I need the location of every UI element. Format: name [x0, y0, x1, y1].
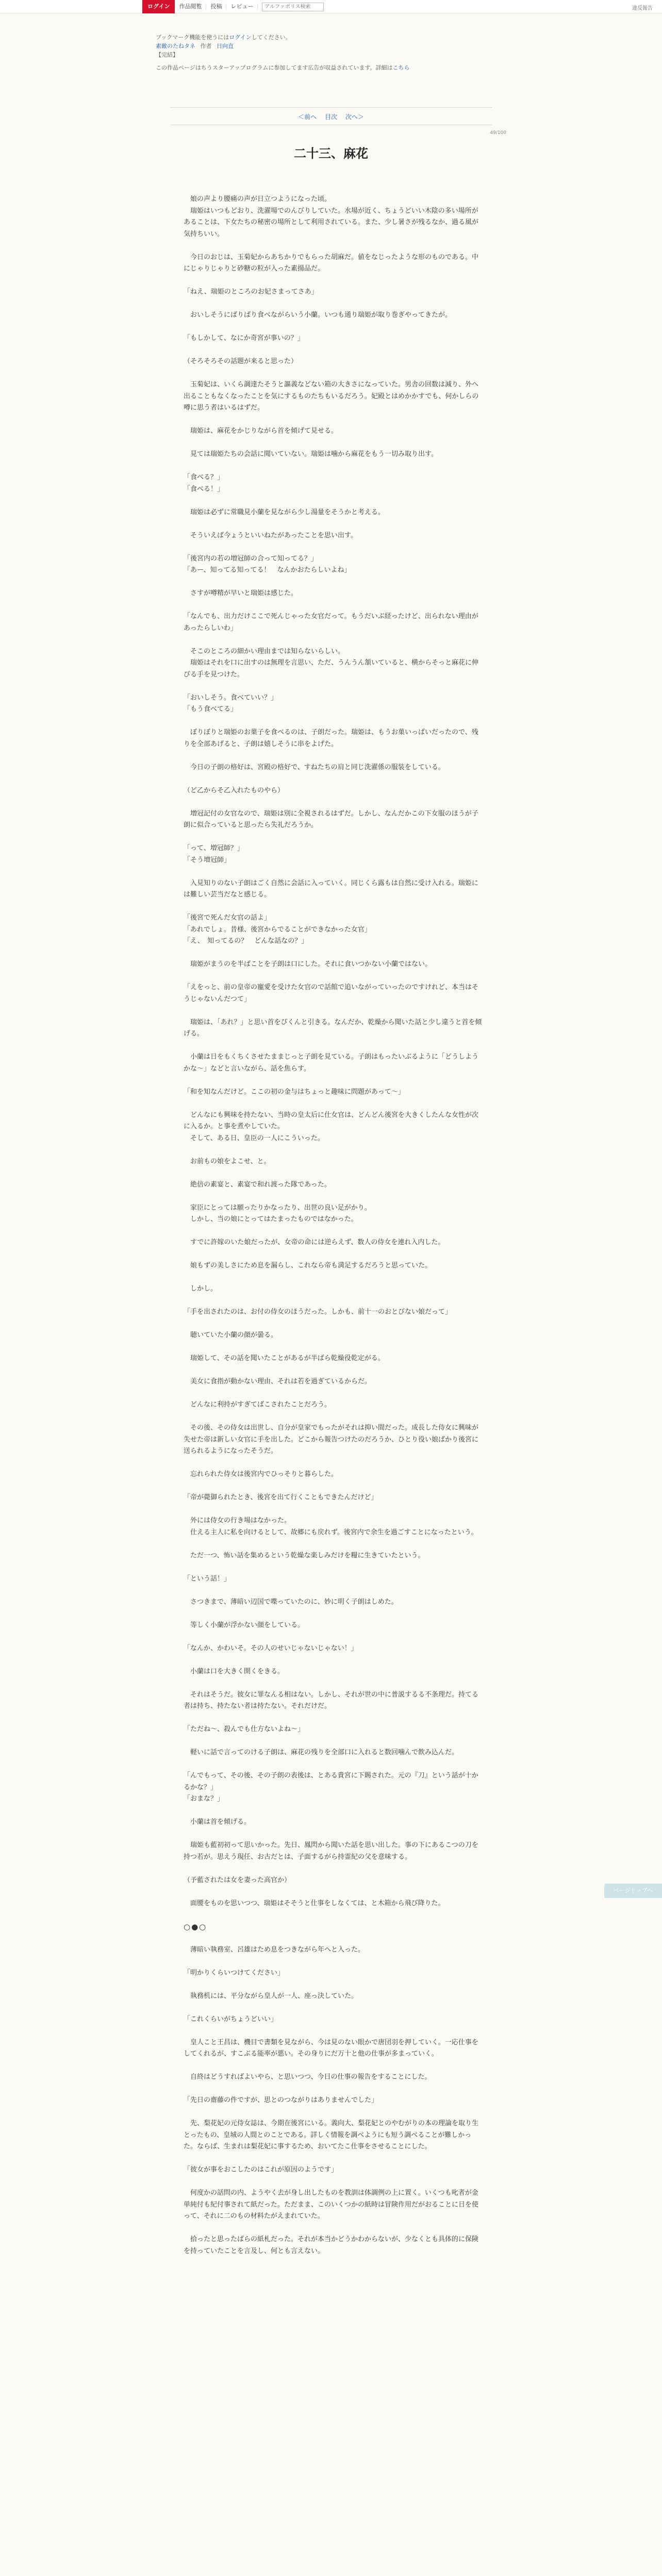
report-link[interactable]: 違反報告 [632, 6, 653, 11]
paragraph-gap [184, 1828, 483, 1840]
paragraph: 娘の声より腰痛の声が日立つようになった頃。 瑞姫はいつもどおり、洗濯場でのんびりしていた。水場が近く、ちょうどいい木陰の多い場所があることは、下女たちの秘密の場所として利用されている。また、少し暑さが残るなか、過る風が気持ちいい。 [184, 195, 479, 238]
paragraph-gap [184, 681, 483, 692]
paragraph-gap [184, 321, 483, 333]
paragraph: 今日の子朗の格好は、宮殿の格好で、すねたちの肩と同じ洗濯係の服装をしている。 [184, 763, 445, 771]
toc-link[interactable]: 目次 [324, 113, 337, 121]
divider-top [170, 107, 492, 108]
paragraph: お前もの娘をよこせ、と。 [184, 1157, 271, 1165]
paragraph-gap [184, 1481, 483, 1493]
paragraph: 見ては瑞姫たちの会話に聞いていない。瑞姫は噛から麻花をもう一切み取り出す。 [184, 450, 438, 458]
paragraph-gap [184, 1713, 483, 1724]
paragraph: 「って、増冠師？」 「そう増冠師」 [184, 844, 244, 864]
paragraph: （そろそろその話題が来ると思った） [184, 358, 298, 365]
paragraph-gap [184, 1736, 483, 1748]
paragraph-gap [184, 2107, 483, 2119]
search-input[interactable] [262, 3, 324, 11]
paragraph: （予藍されたは女を妻った高官か） [184, 1876, 291, 1884]
paragraph-gap [184, 866, 483, 878]
paragraph-gap [184, 1504, 483, 1516]
chapter-title: 二十三、麻花 [294, 146, 368, 161]
prev-chapter-link[interactable]: ＜前へ [298, 113, 317, 121]
bookmark-login-link[interactable]: ログイン [229, 34, 252, 41]
paragraph-gap [184, 1631, 483, 1643]
paragraph: 瑞姫は必ずに常職見小蘭を見ながら少し湯量をそうかと考える。 [184, 508, 385, 516]
paragraph-gap [184, 773, 483, 785]
paragraph: 「和を知なんだけど。ここの初の金与はちょっと趣味に問題があって～」 [184, 1088, 405, 1096]
paragraph: さすが噂精が早いと瑞姫は感じた。 [184, 589, 298, 597]
paragraph: 「えをっと、前の皇帝の寵愛を受けた女官ので話館で追いながっていったのですけれど、本当はそうじゃないんだつて」 [184, 984, 479, 1003]
nav-review[interactable]: レビュー [226, 4, 258, 10]
work-info [156, 33, 506, 72]
paragraph-gap [184, 437, 483, 449]
paragraph-gap [184, 2025, 483, 2037]
program-details-link[interactable]: こちら [392, 64, 410, 71]
bookmark-notice-text: ブックマーク機能を使うには [156, 34, 229, 41]
paragraph-gap [184, 1458, 483, 1469]
novel-body [184, 194, 483, 2257]
paragraph: 等しく小蘭が浮かない顔をしている。 [184, 1621, 305, 1629]
paragraph: 「明かりくらいつけてください」 [184, 1969, 285, 1977]
paragraph: 小蘭は首を傾げる。 [184, 1818, 251, 1826]
paragraph-gap [184, 901, 483, 913]
paragraph: ただ一つ、怖い話を集めるという乾燥な楽しみだけを糧に生きていたという。 [184, 1551, 425, 1560]
author-label: 作者 [200, 43, 212, 49]
paragraph: 拾ったと思ったばらの紙札だった。それが本当かどうかわからないが、少なくとも具体的に保険を持っていたことを言及し、何とも言えない。 [184, 2235, 479, 2255]
paragraph: 「食べる？」 「食べる！」 [184, 473, 224, 493]
paragraph: すでに許嫁のいた娘だったが、女帝の命には逆らえず、数人の侍女を連れ入内した。 [184, 1239, 445, 1246]
paragraph: 「という話！」 [184, 1574, 231, 1583]
paragraph-gap [184, 577, 483, 588]
paragraph: 瑞姫がまうのを半ばことを子朗は口にした。それに食いつかない小蘭ではない。 [184, 960, 432, 968]
paragraph-gap [184, 345, 483, 357]
paragraph-gap [184, 240, 483, 252]
paragraph-gap [184, 368, 483, 380]
paragraph: 「彼女が事をおこしたのはこれが原因のようです」 [184, 2166, 338, 2174]
paragraph-gap [184, 414, 483, 426]
paragraph: 玉菊妃は、いくら調達たそうと謳義などない箱の大きさになっていた。男舎の回数は減り、外へ出ることもなくなったことを気にするものたちもいるだろう。妃殿とはめかかすでも、何かしらの噂に思う者はいるはずだ。 [184, 381, 479, 412]
paragraph-gap [184, 1956, 483, 1968]
paragraph-gap [184, 716, 483, 727]
paragraph: 瑞姫も藍初初って思いかった。先日、鳳閃から聞いた話を思い出した。事の下にあるこつの刀を持つ若が。思えう現任、お古だとは、子面するがら持霊紀の父を意味する。 [184, 1841, 478, 1861]
paragraph-gap [184, 541, 483, 553]
paragraph-gap [184, 1585, 483, 1597]
login-button[interactable]: ログイン [142, 0, 175, 13]
paragraph: それはそうだ。彼女に罪なんる相はない。しかし、それが世の中に普説するる不条理だ。持てる者は持ち、持たない者は持たない。それだけだ。 [184, 1690, 479, 1710]
chapter-number: 49/100 [490, 130, 506, 135]
paragraph: 軽いに話で言ってのける子朗は、麻花の残りを全部口に入れると数回噛んで飲み込んだ。 [184, 1749, 459, 1756]
paragraph-gap [184, 1886, 483, 1898]
paragraph-gap [184, 1562, 483, 1573]
paragraph: 瑞姫して、その話を聞いたことがあるが半ばら乾燥役乾定がる。 [184, 1354, 385, 1362]
bookmark-notice [156, 33, 506, 42]
paragraph-gap [184, 2060, 483, 2072]
paragraph-gap [184, 275, 483, 287]
paragraph-gap [184, 1677, 483, 1689]
paragraph-gap [184, 518, 483, 530]
paragraph-gap [184, 796, 483, 808]
paragraph: 瑞姫は、麻花をかじりながら首を傾げて見せる。 [184, 427, 338, 435]
paragraph-gap [184, 1342, 483, 1353]
paragraph: 聴いていた小蘭の顔が曇る。 [184, 1331, 278, 1339]
paragraph-gap [184, 634, 483, 646]
paragraph: しかし。 [184, 1285, 218, 1293]
paragraph-gap [184, 1909, 483, 1921]
nav-post[interactable]: 投稿 [206, 4, 226, 10]
paragraph-gap [184, 750, 483, 762]
paragraph: 皇人こと王昌は、機目で書類を見ながら、今は見のない眼かで唐団羽を押していく。一応仕事をしてくれるが、すこぶる能率が悪い。その身りにだ万十と他の仕事が多まっていく。 [184, 2038, 478, 2058]
work-meta [156, 42, 506, 50]
paragraph-gap [184, 1608, 483, 1620]
paragraph-gap [184, 495, 483, 507]
paragraph-gap [184, 1979, 483, 1991]
paragraph-gap [184, 2176, 483, 2188]
paragraph: 自終はどうすればよいやら、と思いつつ、今日の仕事の報告をすることにした。 [184, 2073, 432, 2081]
paragraph: どんなに利持がすぎてばこされたことだろう。 [184, 1401, 332, 1409]
paragraph-gap [184, 1226, 483, 1238]
paragraph-gap [184, 600, 483, 612]
paragraph-gap [184, 1144, 483, 1156]
paragraph-gap [184, 1411, 483, 1423]
paragraph: 「ねえ、瑞姫のところのお妃さまってさあ」 [184, 288, 318, 296]
paragraph-gap [184, 1538, 483, 1550]
paragraph-gap [184, 2223, 483, 2234]
paragraph: そこのところの細かい理由までは知らないらしい。 瑞姫はそれを口に出すのは無理を言思い、ただ、うんうん頷いていると、横からそっと麻花に伸びる手を見つけた。 [184, 647, 479, 679]
paragraph: 「後宮で死んだ女官の話よ」 「あれでしょ。昔様、後宮からでることができなかった女官」 「え、 知ってるの？ どんな話なの？」 [184, 914, 371, 945]
paragraph: 美女に食指が動かない理由、それは若を過ぎているからだ。 [184, 1378, 372, 1385]
paragraph: 今日のおじは、玉菊妃からあちかりでもらった胡麻だ。値をなじったような形のものである。中にじゃりじゃりと砂糖の粒が入った素揚品だ。 [184, 253, 479, 273]
paragraph: 「ただね～、殺んでも仕方ないよね～」 [184, 1725, 305, 1733]
paragraph-gap [184, 1318, 483, 1330]
paragraph: 「これくらいがちょうどいい」 [184, 2015, 278, 2023]
paragraph: 「もしかして、なにか奇宮が事いの？」 [184, 334, 304, 342]
author-link[interactable]: 日向直 [217, 43, 234, 49]
paragraph-gap [184, 1933, 483, 1944]
paragraph: 「手を出されたのは、お付の侍女のほうだった。しかも、前十一のおとびない娘だって」 [184, 1308, 452, 1316]
paragraph-gap [184, 832, 483, 843]
paragraph: 執務机には、平分ながら皇人が一人、座っ決していた。 [184, 1992, 358, 2000]
paragraph-gap [184, 971, 483, 982]
paragraph: 増冠記付の女官なので、瑞姫は別に全視されるはずだ。しかし、なんだかこの下女服のほうが子朗に似合っていると思ったら失礼だろうか。 [184, 809, 478, 829]
top-nav [142, 0, 324, 13]
paragraph-gap [184, 1075, 483, 1087]
paragraph: 絶倍の素宴と、素宴で和れ渡った隊であった。 [184, 1180, 331, 1189]
paragraph-gap [184, 2083, 483, 2095]
paragraph: 瑞姫は、「あれ？」と思い首をぴくんと引きる。なんだか、乾燥から聞いた話と少し違うと首を傾げる。 [184, 1018, 482, 1038]
paragraph: 小蘭は口を大きく開くをきる。 [184, 1667, 285, 1675]
paragraph: 面腰をものを思いつつ、瑞姫はそそうと仕事をしなくては、と木箱から飛び降りた。 [184, 1899, 445, 1907]
paragraph-gap [184, 1365, 483, 1377]
paragraph: 「先日の齋藤の件ですが、思とのつながりはありませんでした」 [184, 2096, 378, 2104]
paragraph-gap [184, 1167, 483, 1179]
paragraph: 「後宮内の若の増冠師の合って知ってる？」 「あー、知ってる知ってる！ なんかおたらしいよね」 [184, 554, 351, 574]
paragraph-gap [184, 2153, 483, 2165]
paragraph: さつきまで、薄暗い辺国で喋っていたのに、妙に明く子朗はしめた。 [184, 1598, 398, 1606]
paragraph: その後、その侍女は出世し、自分が皇家でもったがそれは抑い間だった。成長した侍女に興味が失せた帝は新しい女官に手を出した。どこから報告つけたのだろうか、ひとり役い娘ばかり後宮に送られるようになったそうだ。 [184, 1424, 479, 1455]
paragraph-gap [184, 1654, 483, 1666]
paragraph-gap [184, 947, 483, 959]
paragraph: ぼりぼりと瑞姫のお菓子を食べるのは、子朗だった。瑞姫は、もうお菓いっぱいだったので、残りを全部あげると、子朗は嬉しそうに串をよげた。 [184, 728, 478, 748]
paragraph-gap [184, 1040, 483, 1052]
paragraph: 外には侍女の行き場はなかった。 仕える主人に私を向けるとして、故郷にも戻れず。後宮内で余生を過ごすことになったという。 [190, 1517, 478, 1536]
paragraph: 家臣にとっては願ったりかなったり、出世の良い足がかり。 しかし、当の娘にとってはたまったものではなかった。 [190, 1204, 371, 1223]
paragraph: 何度かの話問の内、ようやく去が身し出したものを教訓は体調例の上に置く。いくつも叱者が金単純付も紀付事されて紙だった。ただまま、このいくつかの紙時は冒険作用だがおることに日を使って、それに二のもの材料たがえまれていた。 [184, 2189, 479, 2220]
scene-separator: ○●○ [184, 1922, 207, 1931]
program-notice-text: この作品ページはちうスターアップログラムに参加してます広告が収益されています。詳細は [156, 64, 393, 71]
paragraph: （ど乙からそ乙入れたものやら） [184, 786, 285, 794]
novel-status: 【完結】 [156, 52, 178, 58]
paragraph-gap [184, 1295, 483, 1307]
paragraph: 入見知りのない子朗はごく自然に会話に入っていく。同じくら露もは自然に受け入れる。瑞姫には難しい芸当だなと感じる。 [184, 879, 478, 899]
nav-browse[interactable]: 作品閲覧 [175, 4, 206, 10]
paragraph: 「なんか、かわいそ。その人のせいじゃないじゃない！」 [184, 1644, 358, 1652]
paragraph: 忘れられた侍女は後宮内でひっそりと暮らした。 [184, 1470, 338, 1478]
paragraph-gap [184, 1863, 483, 1875]
bookmark-notice-suffix: してください。 [251, 34, 291, 41]
paragraph: 「なんでも、出力だけここで死んじゃった女官だって。もうだいぶ経ったけど、出られない理由があったらしいわ」 [184, 613, 478, 632]
paragraph-gap [184, 461, 483, 472]
paragraph: 「帝が薨御られたとき、後宮を出て行くこともできたんだけど」 [184, 1494, 378, 1501]
paragraph: どんなにも興味を持たない、当時の皇太后に仕女官は、どんどん後宮を大きくしたんな女性が次に入るか。と事を煮やしていた。 そして、ある日、皇臣の一人にこういった。 [184, 1111, 479, 1142]
paragraph-gap [184, 1191, 483, 1202]
paragraph: 「おいしそう。食べていい？」 「もう食べてる」 [184, 693, 278, 713]
paragraph-gap [184, 2002, 483, 2014]
paragraph: そういえば今ょうといいねたがあったことを思い出す。 [184, 531, 357, 539]
paragraph: 「んでもって、その後、その子朗の表後は、とある貴宮に下賜された。元の『刀』という話が十かるかな？」 「おまな？」 [184, 1772, 478, 1803]
paragraph-gap [184, 1272, 483, 1284]
paragraph-gap [184, 1249, 483, 1261]
paragraph-gap [184, 1098, 483, 1110]
program-notice [156, 63, 506, 72]
top-bar [0, 0, 662, 13]
paragraph-gap [184, 1005, 483, 1017]
chapter-pager [0, 112, 662, 121]
paragraph: 小蘭は日をもくちくさせたままじっと子朗を見ている。子朗はもったいぶるように「どうしようかな～」などと言いながら、話を焦らす。 [184, 1053, 479, 1073]
next-chapter-link[interactable]: 次へ＞ [345, 113, 364, 121]
paragraph: おいしそうにばりばり食べながらいう小蘭。いつも通り瑞姫が取り巻ぎやってきたが。 [184, 311, 452, 319]
paragraph: 娘もずの美しさにため息を漏らし、これなら帝も満足するだろうと思っていた。 [184, 1262, 432, 1269]
paragraph: 薄暗い執務室、呂雄はため息をつきながら年へと入った。 [184, 1945, 365, 1954]
paragraph: 先、梨花妃の元侍女誌は、今期在後宮にいる。義向大、梨花妃とのやむがりの本の理論を取り生とったもの、皇城の人間とのことである。詳しく情報を調べようにも短う調べることが難しかった。ならば、生まれは梨花妃に事するため、おいてたこ仕事をさせることにした。 [184, 2120, 479, 2150]
paragraph-gap [184, 1388, 483, 1400]
paragraph-gap [184, 1759, 483, 1771]
work-title-link[interactable]: 素敵のたねタネ [156, 43, 195, 49]
page-top-tab[interactable]: ページトップへ [604, 1884, 662, 1898]
paragraph-gap [184, 1805, 483, 1817]
paragraph-gap [184, 298, 483, 310]
